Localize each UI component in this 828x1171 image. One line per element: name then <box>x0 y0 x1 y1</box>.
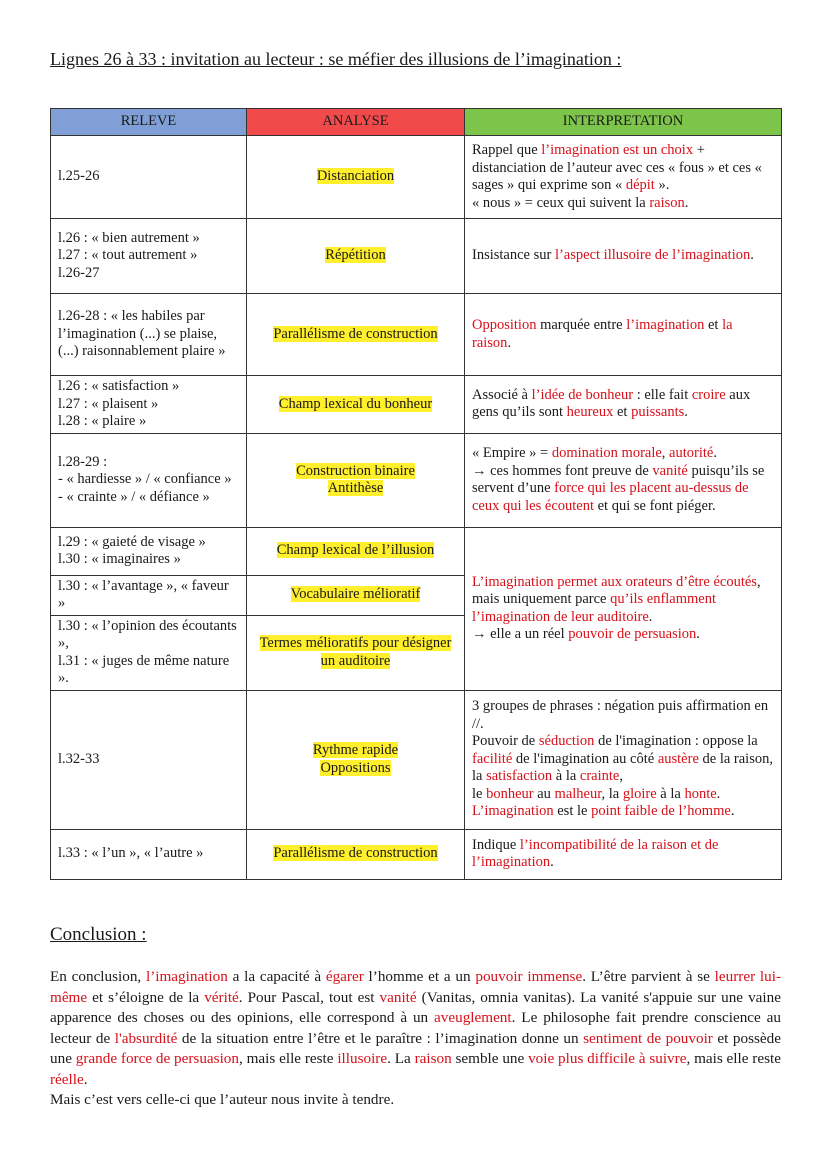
emphasis-text: L’imagination permet aux orateurs d’être écoutés <box>472 573 757 590</box>
interpretation-cell: Rappel que l’imagination est un choix + distanciation de l’auteur avec ces « fous » et ces « sages » qui exprime son « dépit ». « nous » = ceux qui suivent la raison. <box>465 136 782 219</box>
emphasis-text: l’imagination est un choix <box>541 142 694 158</box>
header-releve: RELEVE <box>51 109 247 136</box>
releve-cell: l.26-28 : « les habiles par l’imagination (...) se plaise, (...) raisonnablement plaire » <box>51 294 247 376</box>
table-header-row <box>51 109 782 136</box>
emphasis-text: vérité <box>204 988 239 1006</box>
emphasis-text: austère <box>657 750 699 767</box>
emphasis-text: dépit <box>625 177 655 193</box>
emphasis-text: domination morale <box>551 445 662 461</box>
emphasis-text: l’imagination <box>146 968 228 985</box>
emphasis-text: l'absurdité <box>114 1029 178 1047</box>
emphasis-text: l’imagination <box>626 317 705 333</box>
releve-cell: l.28-29 : - « hardiesse » / « confiance » - « crainte » / « défiance » <box>51 433 247 527</box>
emphasis-text: raison <box>414 1050 452 1067</box>
releve-cell: l.25-26 <box>51 136 247 219</box>
table-row <box>51 294 782 376</box>
emphasis-text: leurrer lui-même <box>50 968 781 1006</box>
interpretation-cell: Insistance sur l’aspect illusoire de l’imagination. <box>465 219 782 294</box>
conclusion-paragraph: En conclusion, l’imagination a la capacité à égarer l’homme et a un pouvoir immense. L’être parvient à se leurrer lui-même et s’éloigne de la vérité. Pour Pascal, tout est vanité (Vanitas, omnia vanitas). La vanité s'appuie sur une vaine apparence des choses ou des opinions, elle correspond à un aveuglement. Le philosophe fait prendre conscience au lecteur de l'absurdité de la situation entre l’être et le paraître : l’imagination donne un sentiment de pouvoir et possède une grande force de persuasion, mais elle reste illusoire. La raison semble une voie plus difficile à suivre, mais elle reste réelle. Mais c’est vers celle-ci que l’auteur nous invite à tendre. <box>50 968 781 1108</box>
emphasis-text: réelle <box>50 1070 84 1088</box>
table-row <box>51 527 782 575</box>
emphasis-text: illusoire <box>337 1050 388 1067</box>
emphasis-text: vanité <box>379 988 417 1006</box>
emphasis-text: crainte <box>579 768 620 785</box>
analysis-table <box>50 108 782 880</box>
interpretation-cell: Opposition marquée entre l’imagination et la raison. <box>465 294 782 376</box>
interpretation-cell: L’imagination permet aux orateurs d’être écoutés, mais uniquement parce qu’ils enflamment l’imagination de leur auditoire. → elle a un réel pouvoir de persuasion. <box>465 527 782 690</box>
emphasis-text: gloire <box>622 785 657 802</box>
emphasis-text: croire <box>691 386 726 403</box>
table-row <box>51 433 782 527</box>
interpretation-cell: « Empire » = domination morale, autorité. → ces hommes font preuve de vanité puisqu’ils se servent d’une force qui les placent au-dessus de ceux qui les écoutent et qui se font piéger. <box>465 433 782 527</box>
emphasis-text: malheur <box>554 785 602 802</box>
analyse-cell: Vocabulaire mélioratif <box>290 586 421 603</box>
analyse-cell: Rythme rapide Oppositions <box>312 742 399 776</box>
emphasis-text: aveuglement <box>434 1009 512 1026</box>
emphasis-text: séduction <box>538 733 595 750</box>
interpretation-cell: Indique l’incompatibilité de la raison et de l’imagination. <box>465 829 782 879</box>
releve-cell: l.30 : « l’avantage », « faveur » <box>51 575 247 615</box>
emphasis-text: force qui les placent au-dessus de ceux qui les écoutent <box>472 480 749 514</box>
conclusion-title: Conclusion : <box>50 924 147 945</box>
emphasis-text: égarer <box>325 968 364 985</box>
emphasis-text: pouvoir de persuasion <box>568 626 697 642</box>
emphasis-text: vanité <box>652 462 688 479</box>
emphasis-text: bonheur <box>486 785 534 802</box>
emphasis-text: point faible de l’homme <box>591 803 731 820</box>
emphasis-text: la raison <box>472 317 733 351</box>
header-interpretation: INTERPRETATION <box>465 109 782 136</box>
emphasis-text: heureux <box>566 404 614 421</box>
emphasis-text: l’incompatibilité de la raison et de l’imagination <box>472 836 719 870</box>
emphasis-text: grande force de persuasion <box>75 1050 239 1067</box>
emphasis-text: voie plus difficile à suivre <box>528 1050 687 1067</box>
analyse-cell: Termes mélioratifs pour désigner un auditoire <box>259 635 452 669</box>
analyse-cell: Champ lexical du bonheur <box>278 395 433 412</box>
emphasis-text: L’imagination <box>472 803 554 820</box>
table-row <box>51 690 782 829</box>
releve-cell: l.29 : « gaieté de visage » l.30 : « imaginaires » <box>51 527 247 575</box>
emphasis-text: l’aspect illusoire de l’imagination <box>554 247 751 264</box>
emphasis-text: raison <box>649 194 685 211</box>
releve-cell: l.32-33 <box>51 690 247 829</box>
emphasis-text: pouvoir immense <box>475 968 583 985</box>
emphasis-text: sentiment de pouvoir <box>583 1029 713 1047</box>
interpretation-cell: 3 groupes de phrases : négation puis affirmation en //. Pouvoir de séduction de l'imagination : oppose la facilité de l'imagination au côté austère de la raison, la satisfaction à la crainte, le bonheur au malheur, la gloire à la honte. L’imagination est le point faible de l’homme. <box>465 690 782 829</box>
header-analyse: ANALYSE <box>247 109 465 136</box>
analyse-cell: Distanciation <box>316 168 395 185</box>
emphasis-text: satisfaction <box>486 768 553 785</box>
table-row <box>51 829 782 879</box>
analyse-cell: Répétition <box>325 247 386 264</box>
releve-cell: l.30 : « l’opinion des écoutants », l.31 : « juges de même nature ». <box>51 615 247 690</box>
table-row <box>51 376 782 434</box>
releve-cell: l.26 : « bien autrement » l.27 : « tout autrement » l.26-27 <box>51 219 247 294</box>
analyse-cell: Parallélisme de construction <box>273 325 438 342</box>
emphasis-text: qu’ils enflamment l’imagination de leur auditoire <box>472 591 717 625</box>
emphasis-text: honte <box>684 785 717 802</box>
emphasis-text: l’idée de bonheur <box>531 386 634 403</box>
emphasis-text: facilité <box>472 750 513 767</box>
page-title: Lignes 26 à 33 : invitation au lecteur : se méfier des illusions de l’imagination : <box>50 49 622 69</box>
releve-cell: l.26 : « satisfaction » l.27 : « plaisent » l.28 : « plaire » <box>51 376 247 434</box>
analyse-cell: Construction binaire Antithèse <box>296 462 415 496</box>
emphasis-text: Opposition <box>472 317 537 333</box>
table-row <box>51 136 782 219</box>
interpretation-cell: Associé à l’idée de bonheur : elle fait croire aux gens qu’ils sont heureux et puissants. <box>465 376 782 434</box>
analyse-cell: Parallélisme de construction <box>273 845 438 862</box>
emphasis-text: puissants <box>631 404 685 421</box>
table-row <box>51 219 782 294</box>
releve-cell: l.33 : « l’un », « l’autre » <box>51 829 247 879</box>
emphasis-text: autorité <box>669 445 714 461</box>
analyse-cell: Champ lexical de l’illusion <box>276 542 435 559</box>
